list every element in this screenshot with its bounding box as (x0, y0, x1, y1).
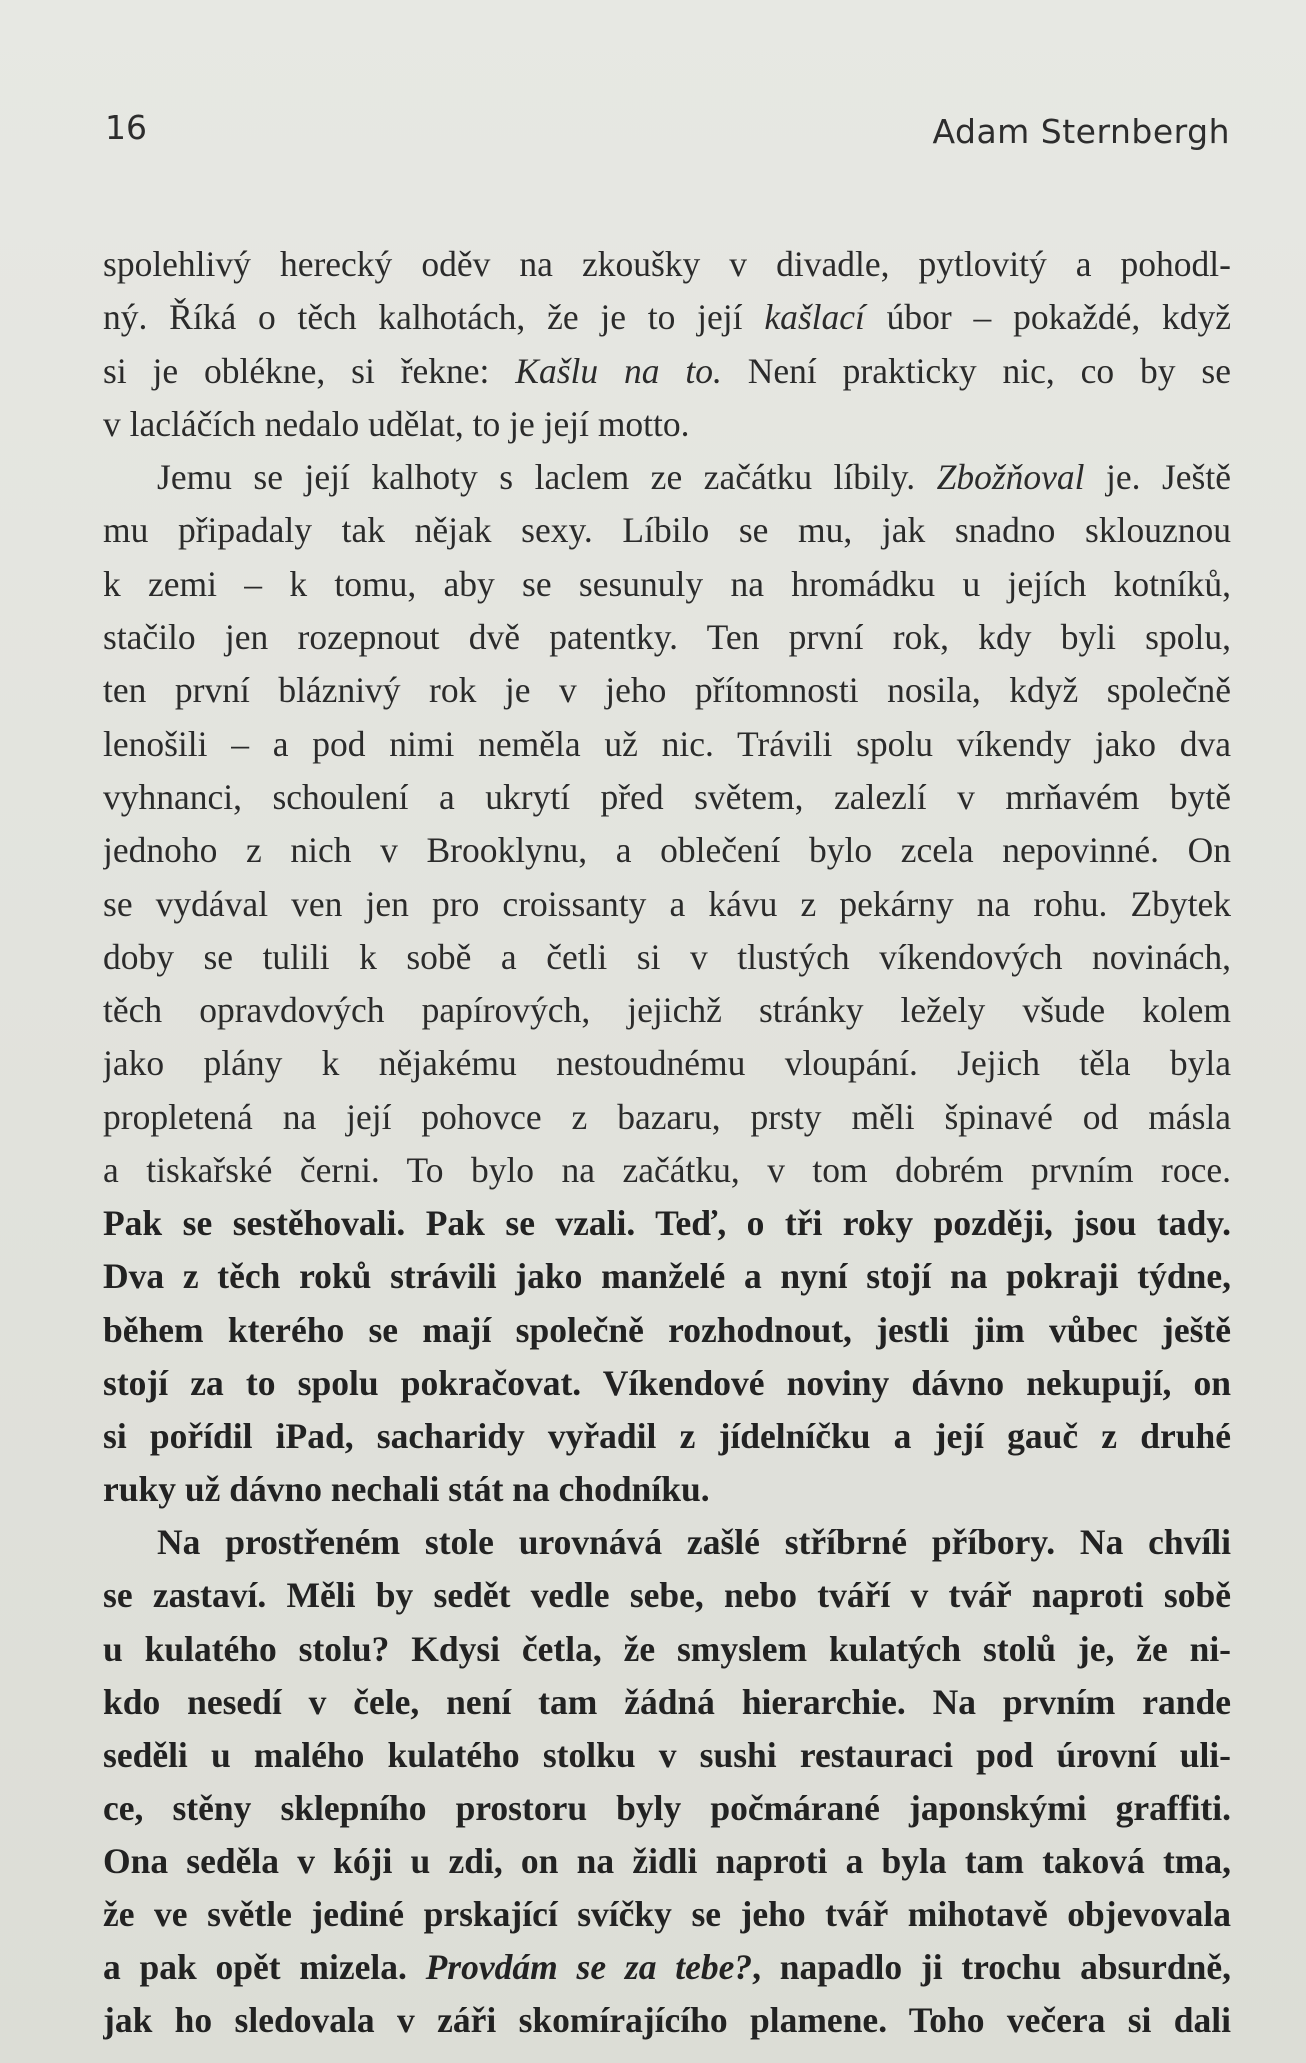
text-line (103, 611, 1231, 664)
text-run: se zastaví. Měli by sedět vedle sebe, nebo tváří v tvář naproti sobě (103, 1575, 1231, 1616)
text-run: spolehlivý herecký oděv na zkoušky v divadle, pytlovitý a pohodl- (103, 244, 1231, 284)
text-run: si pořídil iPad, sacharidy vyřadil z jídelníčku a její gauč z druhé (103, 1415, 1231, 1456)
text-block-regular (103, 238, 1231, 1197)
text-line (103, 558, 1231, 611)
text-line (103, 1835, 1231, 1888)
text-run: Na prostřeném stole urovnává zašlé stříbrné příbory. Na chvíli (157, 1522, 1231, 1563)
text-line (103, 1994, 1231, 2047)
text-block-bold (103, 1197, 1231, 2047)
text-line (103, 1941, 1231, 1994)
text-run: doby se tulili k sobě a četli si v tlustých víkendových novinách, (103, 936, 1231, 977)
body-text (103, 238, 1231, 2048)
text-run: si je oblékne, si řekne: (103, 350, 516, 391)
text-line (103, 504, 1231, 557)
text-line (103, 1250, 1231, 1303)
text-line (103, 824, 1231, 877)
text-line (103, 451, 1231, 504)
text-run: , napadlo ji trochu absurdně, (752, 1947, 1231, 1988)
text-run: Není prakticky nic, co by se (721, 350, 1231, 391)
text-run: během kterého se mají společně rozhodnout, jestli jim vůbec ještě (103, 1309, 1231, 1350)
text-line (103, 1888, 1231, 1941)
text-line (103, 398, 1231, 451)
text-line (103, 664, 1231, 717)
text-line (103, 1463, 1231, 1516)
text-line (103, 1357, 1231, 1410)
text-line (103, 1516, 1231, 1569)
text-run: Ona seděla v kóji u zdi, on na židli naproti a byla tam taková tma, (103, 1841, 1231, 1882)
italic-text: Kašlu na to. (515, 350, 722, 391)
text-line (103, 238, 1231, 291)
text-line (103, 1782, 1231, 1835)
text-line (103, 1144, 1231, 1197)
text-run: seděli u malého kulatého stolku v sushi restauraci pod úrovní uli- (103, 1734, 1231, 1775)
text-run: propletená na její pohovce z bazaru, prsty měli špinavé od másla (103, 1096, 1231, 1137)
text-run: ten první bláznivý rok je v jeho přítomnosti nosila, když společně (103, 670, 1231, 711)
text-run: že ve světle jediné prskající svíčky se jeho tvář mihotavě objevovala (103, 1894, 1231, 1935)
text-run: stačilo jen rozepnout dvě patentky. Ten první rok, kdy byli spolu, (103, 617, 1231, 658)
text-run: vyhnanci, schoulení a ukrytí před světem, zalezlí v mrňavém bytě (103, 776, 1231, 817)
text-run: ce, stěny sklepního prostoru byly počmárané japonskými graffiti. (103, 1787, 1231, 1828)
text-line (103, 1569, 1231, 1622)
text-line (103, 718, 1231, 771)
text-run: jednoho z nich v Brooklynu, a oblečení bylo zcela nepovinné. On (103, 830, 1231, 871)
text-line (103, 984, 1231, 1037)
text-line (103, 1676, 1231, 1729)
italic-text: kašlací (764, 297, 865, 338)
text-run: je. Ještě (1084, 457, 1231, 498)
text-run: Pak se sestěhovali. Pak se vzali. Teď, o tři roky později, jsou tady. (103, 1203, 1231, 1244)
text-line (103, 1197, 1231, 1250)
text-run: lenošili – a pod nimi neměla už nic. Trávili spolu víkendy jako dva (103, 723, 1231, 764)
text-run: a pak opět mizela. (103, 1947, 426, 1988)
text-line (103, 291, 1231, 344)
text-line (103, 771, 1231, 824)
text-run: jako plány k nějakému nestoudnému vloupání. Jejich těla byla (103, 1043, 1231, 1084)
text-run: a tiskařské černi. To bylo na začátku, v tom dobrém prvním roce. (103, 1150, 1231, 1191)
text-run: úbor – pokaždé, když (864, 297, 1231, 338)
text-run: mu připadaly tak nějak sexy. Líbilo se mu, jak snadno sklouznou (103, 510, 1231, 551)
running-head (105, 108, 1230, 158)
text-run: ný. Říká o těch kalhotách, že je to její (103, 297, 765, 338)
text-line (103, 1091, 1231, 1144)
text-run: jak ho sledovala v záři skomírajícího plamene. Toho večera si dali (103, 2000, 1231, 2041)
text-line (103, 931, 1231, 984)
text-run: kdo nesedí v čele, není tam žádná hierarchie. Na prvním rande (103, 1681, 1231, 1722)
text-run: se vydával ven jen pro croissanty a kávu z pekárny na rohu. Zbytek (103, 883, 1231, 924)
text-run: Jemu se její kalhoty s laclem ze začátku líbily. (157, 457, 937, 498)
text-line (103, 1729, 1231, 1782)
text-run: k zemi – k tomu, aby se sesunuly na hromádku u jejích kotníků, (103, 563, 1231, 604)
text-line (103, 345, 1231, 398)
text-run: ruky už dávno nechali stát na chodníku. (103, 1468, 710, 1509)
text-run: v lacláčích nedalo udělat, to je její motto. (103, 403, 690, 444)
italic-text: Zbožňoval (936, 457, 1085, 498)
text-line (103, 1623, 1231, 1676)
italic-text: Provdám se za tebe? (425, 1947, 753, 1988)
text-line (103, 1037, 1231, 1090)
text-line (103, 1304, 1231, 1357)
author-name: Adam Sternbergh (932, 112, 1230, 151)
text-run: stojí za to spolu pokračovat. Víkendové noviny dávno nekupují, on (103, 1362, 1231, 1403)
text-line (103, 1410, 1231, 1463)
text-line (103, 878, 1231, 931)
text-run: Dva z těch roků strávili jako manželé a nyní stojí na pokraji týdne, (103, 1256, 1231, 1297)
text-run: u kulatého stolu? Kdysi četla, že smyslem kulatých stolů je, že ni- (103, 1628, 1231, 1669)
text-run: těch opravdových papírových, jejichž stránky ležely všude kolem (103, 990, 1231, 1031)
page-number: 16 (105, 108, 147, 147)
